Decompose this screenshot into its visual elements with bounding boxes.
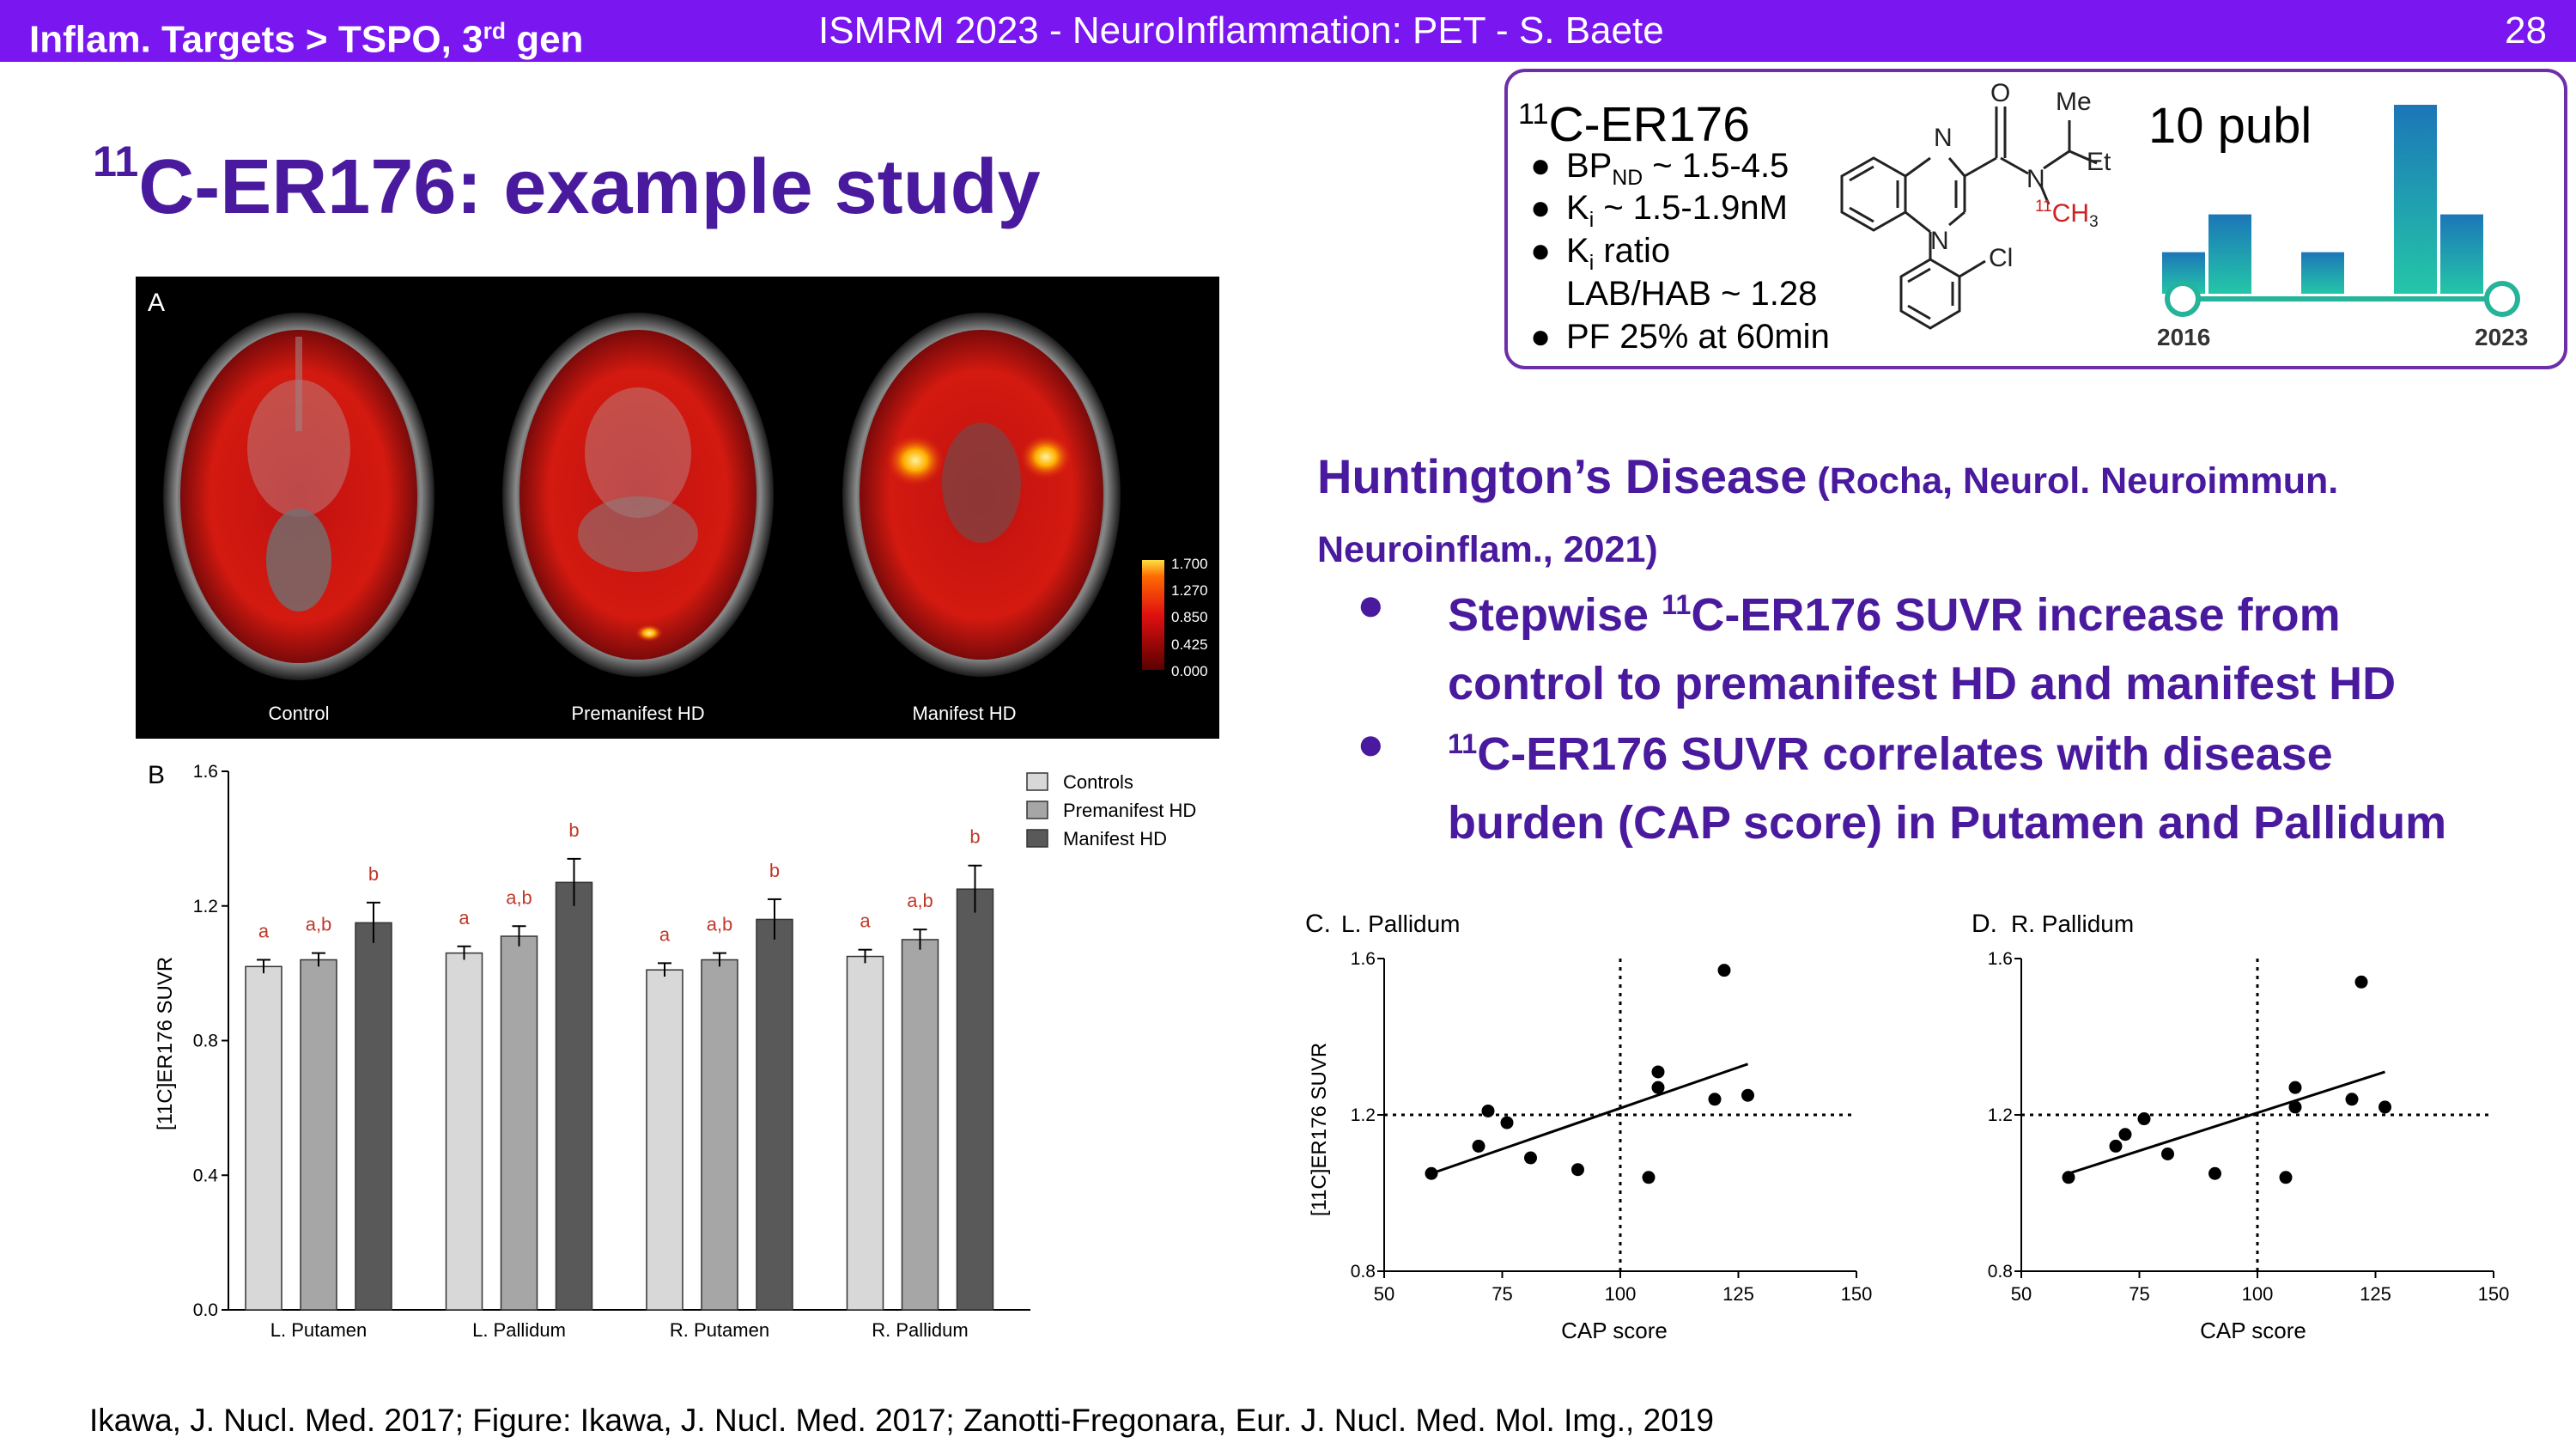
y-tick-label: 1.6 <box>1987 949 2013 969</box>
significance-letter: a <box>459 906 470 928</box>
y-tick-label: 0.8 <box>192 1031 218 1051</box>
bullet-dot: ● <box>1357 579 1385 630</box>
category-label: R. Pallidum <box>872 1319 969 1341</box>
data-point <box>1718 964 1731 977</box>
publication-bars <box>2162 105 2483 294</box>
molecule-structure <box>1829 77 2155 361</box>
hd-heading: Huntington’s Disease (Rocha, Neurol. Neuroimmun. Neuroinflam., 2021) <box>1317 449 2339 570</box>
data-point <box>1473 1140 1485 1153</box>
conference-title: ISMRM 2023 - NeuroInflammation: PET - S. Baete <box>818 9 1664 52</box>
timeline-end-marker <box>2487 283 2518 314</box>
publication-bar <box>2394 105 2437 294</box>
data-point <box>2208 1167 2221 1180</box>
scatter-l-pallidum <box>1297 898 1880 1361</box>
regression-line <box>1431 1064 1748 1173</box>
y-tick-label: 1.6 <box>192 762 218 782</box>
x-tick-label: 75 <box>2129 1283 2150 1305</box>
data-point <box>2289 1100 2302 1113</box>
data-point <box>2119 1128 2132 1141</box>
category-label: R. Putamen <box>669 1319 770 1341</box>
significance-letter: b <box>969 825 981 848</box>
bar <box>957 889 993 1310</box>
bullet-1-text: Stepwise $^{11}$C-ER176 SUVR increase from control to premanifest HD and manifest HD <box>1448 589 2397 709</box>
group-et: Et <box>2087 148 2111 176</box>
bar <box>702 959 738 1310</box>
atom-n1: N <box>1934 124 1953 152</box>
atom-n2: N <box>1930 227 1949 255</box>
data-point <box>1741 1089 1754 1102</box>
x-tick-label: 150 <box>1840 1283 1873 1305</box>
bar <box>355 922 392 1310</box>
y-tick-label: 0.0 <box>192 1300 218 1320</box>
caption-premanifest: Premanifest HD <box>571 703 705 724</box>
property-pf: ● PF 25% at 60min <box>1530 318 1830 356</box>
atom-cl: Cl <box>1989 244 2014 272</box>
significance-letter: b <box>568 819 580 841</box>
data-point <box>2110 1140 2123 1153</box>
data-point <box>2346 1093 2359 1105</box>
bar-chart <box>137 747 1236 1357</box>
bar <box>556 882 592 1310</box>
scatter-c-ylabel: [11C]ER176 SUVR <box>1308 1042 1331 1217</box>
significance-letter: b <box>769 859 781 881</box>
breadcrumb: Inflam. Targets > TSPO, 3rd gen <box>29 18 584 61</box>
data-point <box>2355 976 2368 989</box>
bar <box>756 919 793 1310</box>
x-tick-label: 50 <box>2010 1283 2032 1305</box>
bar <box>848 957 884 1310</box>
property-ki: ● $K_i$ ~ 1.5-1.9nM <box>1530 189 1788 232</box>
legend-swatch <box>1027 773 1048 790</box>
data-point <box>2289 1081 2302 1094</box>
colorbar-tick: 1.700 <box>1171 556 1208 572</box>
panel-label-d: D. <box>1971 910 1997 938</box>
publication-bar <box>2440 215 2483 294</box>
data-point <box>2138 1112 2151 1125</box>
panel-label-a: A <box>148 289 166 317</box>
y-tick-label: 1.2 <box>192 896 218 916</box>
panel-label-c: C. <box>1305 910 1331 938</box>
data-point <box>2161 1148 2174 1160</box>
scatter-d-xlabel: CAP score <box>2200 1318 2306 1343</box>
x-tick-label: 125 <box>1722 1283 1754 1305</box>
data-point <box>1425 1167 1438 1180</box>
y-tick-label: 0.8 <box>1350 1262 1376 1282</box>
significance-letter: a <box>659 923 671 946</box>
header-bar <box>0 0 2576 62</box>
y-tick-label: 1.2 <box>1350 1105 1376 1125</box>
x-tick-label: 150 <box>2477 1283 2510 1305</box>
publication-count: 10 publ <box>2148 98 2312 154</box>
category-label: L. Putamen <box>270 1319 368 1341</box>
x-tick-label: 100 <box>2241 1283 2274 1305</box>
timeline-start-marker <box>2167 283 2198 314</box>
footer-citation: Ikawa, J. Nucl. Med. 2017; Figure: Ikawa, J. Nucl. Med. 2017; Zanotti-Fregonara, Eur. J. Nucl. Med. Mol. Img., 2019 <box>89 1403 1714 1438</box>
brain-control <box>163 313 434 680</box>
significance-letter: a,b <box>506 886 532 909</box>
publication-bar <box>2208 215 2251 294</box>
data-point <box>1652 1065 1665 1078</box>
y-tick-label: 1.6 <box>1350 949 1376 969</box>
data-point <box>1652 1081 1665 1094</box>
y-tick-label: 0.8 <box>1987 1262 2013 1282</box>
x-tick-label: 75 <box>1492 1283 1513 1305</box>
data-point <box>1524 1152 1537 1165</box>
bar <box>246 966 282 1310</box>
bullet-dot: ● <box>1357 718 1385 770</box>
legend-label: Controls <box>1063 771 1133 793</box>
data-point <box>1571 1163 1584 1176</box>
bar <box>647 970 683 1310</box>
significance-letter: a,b <box>305 913 332 935</box>
colorbar-tick: 0.000 <box>1171 663 1208 679</box>
caption-manifest: Manifest HD <box>912 703 1017 724</box>
atom-o: O <box>1990 79 2011 107</box>
panel-label-b: B <box>148 761 166 789</box>
significance-letter: a <box>258 920 270 942</box>
tracer-name: $^{11}$C-ER176 <box>1518 97 1750 152</box>
brain-pet-panel <box>136 277 1219 739</box>
data-point <box>1482 1105 1495 1117</box>
brain-manifest <box>842 313 1121 677</box>
property-bpnd: ● $BP_{ND}$ ~ 1.5-4.5 <box>1530 147 1789 190</box>
property-ki-ratio: ● $K_i$ ratio <box>1530 232 1671 275</box>
bar <box>301 959 337 1310</box>
legend-swatch <box>1027 830 1048 847</box>
significance-letter: b <box>368 862 380 885</box>
bar-chart-ylabel: [11C]ER176 SUVR <box>154 956 177 1131</box>
data-point <box>1709 1093 1722 1105</box>
data-point <box>2063 1171 2075 1184</box>
group-me: Me <box>2056 88 2092 116</box>
y-tick-label: 0.4 <box>192 1166 218 1186</box>
bullet-2-text: $^{11}$C-ER176 SUVR correlates with disease burden (CAP score) in Putamen and Pallidum <box>1448 728 2447 849</box>
regression-line <box>2069 1072 2385 1173</box>
scatter-r-pallidum <box>1941 898 2524 1361</box>
colorbar-tick: 0.425 <box>1171 636 1208 653</box>
legend-label: Manifest HD <box>1063 828 1168 849</box>
page-number: 28 <box>2505 9 2547 52</box>
data-point <box>2280 1171 2293 1184</box>
scatter-c-xlabel: CAP score <box>1561 1318 1668 1343</box>
data-point <box>1501 1117 1514 1129</box>
colorbar <box>1142 560 1164 670</box>
bar <box>447 953 483 1310</box>
publication-histogram <box>2145 94 2549 361</box>
end-year: 2023 <box>2475 324 2529 350</box>
bar <box>902 940 939 1310</box>
caption-control: Control <box>268 703 330 724</box>
publication-bar <box>2301 253 2344 294</box>
x-tick-label: 100 <box>1604 1283 1637 1305</box>
brain-premanifest <box>502 313 774 677</box>
legend-label: Premanifest HD <box>1063 800 1197 821</box>
bar <box>501 936 538 1310</box>
significance-letter: a,b <box>706 913 733 935</box>
y-tick-label: 1.2 <box>1987 1105 2013 1125</box>
scatter-d-title: R. Pallidum <box>2011 910 2135 937</box>
property-lab-hab: LAB/HAB ~ 1.28 <box>1566 275 1818 313</box>
significance-letter: a <box>860 910 871 932</box>
significance-letter: a,b <box>907 890 933 912</box>
colorbar-tick: 1.270 <box>1171 582 1208 599</box>
colorbar-tick: 0.850 <box>1171 609 1208 625</box>
page-title: $^{11}$C-ER176: example study <box>93 137 1041 230</box>
start-year: 2016 <box>2157 324 2211 350</box>
atom-n3: N <box>2026 165 2045 193</box>
data-point <box>2379 1100 2391 1113</box>
x-tick-label: 125 <box>2360 1283 2391 1305</box>
legend-swatch <box>1027 801 1048 819</box>
category-label: L. Pallidum <box>472 1319 566 1341</box>
data-point <box>1643 1171 1656 1184</box>
x-tick-label: 50 <box>1373 1283 1395 1305</box>
scatter-c-title: L. Pallidum <box>1341 910 1461 937</box>
group-ch3: $^{11}CH_3$ <box>2035 198 2099 231</box>
